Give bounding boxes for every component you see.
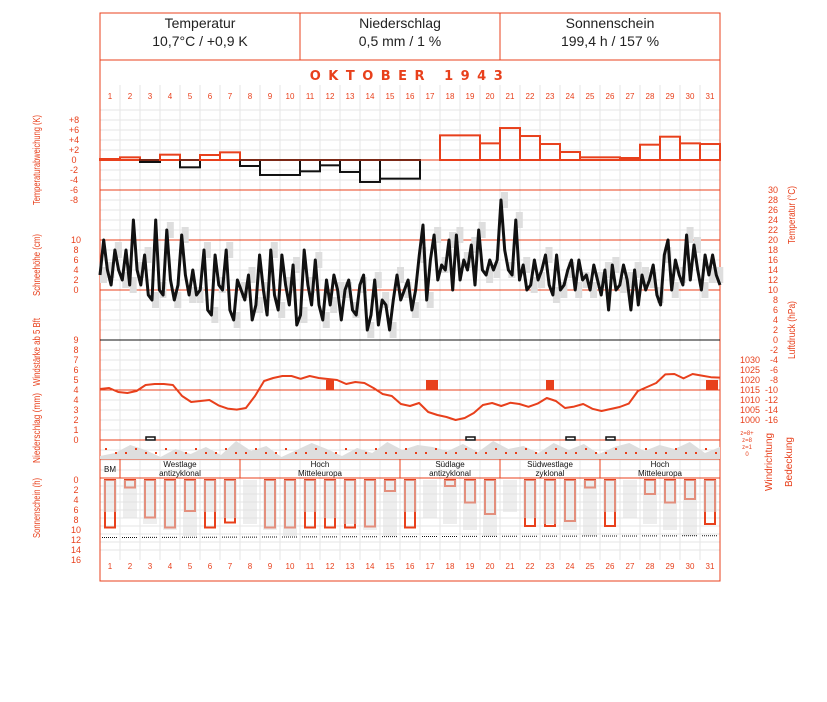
tick-temperature: 24 [767, 215, 778, 225]
tick-sunshine: 14 [70, 545, 82, 555]
tick-wind: 4 [73, 385, 79, 395]
wind-mark [706, 380, 718, 390]
sunshine-max-shade [123, 480, 137, 518]
temp-anomaly-step [480, 143, 500, 160]
tick-wind: 8 [73, 345, 79, 355]
day-label-top: 9 [267, 92, 273, 101]
tick-snow: 2 [73, 275, 79, 285]
day-label-top: 25 [585, 92, 595, 101]
header-precipitation-title: Niederschlag [359, 15, 441, 31]
day-label-bottom: 29 [665, 562, 675, 571]
sunshine-max-shade [563, 480, 577, 530]
sunshine-max-shade [223, 480, 237, 518]
wind-direction-dot [395, 452, 397, 454]
sunshine-max-shade [363, 480, 377, 530]
sunshine-max-shade [683, 480, 697, 536]
temp-anomaly-step [500, 128, 520, 160]
wind-direction-dot [565, 452, 567, 454]
day-label-bottom: 6 [207, 562, 213, 571]
ylabel-temp-anomaly: Temperaturabweichung (K) [32, 84, 43, 205]
tick-temp-anomaly: +2 [68, 145, 80, 155]
sunshine-max-shade [503, 480, 517, 512]
wind-direction-dot [325, 452, 327, 454]
day-label-bottom: 25 [585, 562, 595, 571]
tick-temperature: 16 [767, 255, 778, 265]
day-label-bottom: 31 [705, 562, 715, 571]
tick-pressure: 1000 [739, 415, 760, 425]
day-label-bottom: 19 [465, 562, 475, 571]
wind-direction-dot [625, 452, 627, 454]
sunshine-max-shade [583, 480, 597, 536]
ylabel-precip: Niederschlag (mm) [32, 378, 43, 463]
day-label-bottom: 22 [525, 562, 535, 571]
sunshine-max-shade [303, 480, 317, 512]
sunshine-max-shade [263, 480, 277, 530]
day-label-top: 16 [405, 92, 415, 101]
tick-temperature: -12 [764, 395, 778, 405]
tick-temperature: -4 [769, 355, 778, 365]
sunshine-max-shade [543, 480, 557, 524]
day-label-top: 30 [685, 92, 695, 101]
wind-direction-dot [375, 448, 377, 450]
day-label-top: 24 [565, 92, 575, 101]
wind-direction-dot [165, 448, 167, 450]
precip-bar [566, 437, 575, 440]
weather-type-label: Südwestlage [527, 460, 573, 469]
wind-direction-dot [615, 448, 617, 450]
day-label-top: 23 [545, 92, 555, 101]
wind-direction-dot [555, 448, 557, 450]
wind-direction-dot [715, 452, 717, 454]
tick-temperature: 22 [767, 225, 778, 235]
tick-pressure: 1015 [739, 385, 760, 395]
wind-direction-dot [495, 448, 497, 450]
wind-direction-dot [595, 452, 597, 454]
tick-temp-anomaly: -6 [69, 185, 79, 195]
wind-direction-dot [415, 452, 417, 454]
tick-temperature: 18 [767, 245, 778, 255]
temp-anomaly-step [540, 144, 560, 160]
day-label-top: 26 [605, 92, 615, 101]
tick-temperature: 20 [767, 235, 778, 245]
precip-bar [466, 437, 475, 440]
tick-temp-anomaly: +8 [68, 115, 80, 125]
sunshine-max-shade [323, 480, 337, 518]
day-label-bottom: 20 [485, 562, 495, 571]
tick-wind: 9 [73, 335, 79, 345]
wind-direction-dot [525, 448, 527, 450]
ylabel-pressure: Luftdruck (hPa) [787, 290, 798, 359]
day-label-top: 15 [385, 92, 395, 101]
wind-direction-dot [455, 452, 457, 454]
wind-direction-dot [635, 452, 637, 454]
sunshine-max-shade [143, 480, 157, 524]
wind-direction-dot [425, 452, 427, 454]
sunshine-max-shade [343, 480, 357, 524]
wind-mark [426, 380, 438, 390]
wind-direction-dot [405, 448, 407, 450]
chart-title: OKTOBER 1943 [309, 69, 511, 84]
wind-direction-dot [535, 452, 537, 454]
tick-temp-anomaly: -2 [69, 165, 79, 175]
wind-direction-dot [705, 448, 707, 450]
day-label-top: 29 [665, 92, 675, 101]
weather-type-label: Westlage [163, 460, 197, 469]
day-label-bottom: 17 [425, 562, 435, 571]
sunshine-max-shade [443, 480, 457, 524]
tick-sunshine: 6 [73, 505, 79, 515]
wind-direction-dot [235, 452, 237, 454]
tick-temp-anomaly: -8 [69, 195, 79, 205]
day-label-top: 31 [705, 92, 715, 101]
tick-wind: 7 [73, 355, 79, 365]
weather-type-label: antizyklonal [429, 469, 471, 478]
weather-type-label: zyklonal [535, 469, 565, 478]
day-label-top: 1 [107, 92, 113, 101]
header-sunshine-value: 199,4 h / 157 % [560, 33, 660, 49]
day-label-top: 14 [365, 92, 375, 101]
day-label-top: 2 [127, 92, 133, 101]
wind-direction-dot [685, 452, 687, 454]
sunshine-max-shade [243, 480, 257, 524]
tick-pressure: 1020 [739, 375, 760, 385]
sunshine-max-shade [283, 480, 297, 536]
wind-direction-dot [135, 448, 137, 450]
day-label-bottom: 11 [305, 562, 315, 571]
wind-direction-dot [585, 448, 587, 450]
day-label-bottom: 24 [565, 562, 575, 571]
wind-direction-dot [175, 452, 177, 454]
sunshine-max-shade [703, 480, 717, 512]
temp-anomaly-step [220, 152, 240, 160]
precip-bar [606, 437, 615, 440]
day-label-bottom: 12 [325, 562, 335, 571]
tick-wind: 6 [73, 365, 79, 375]
sunshine-max-shade [643, 480, 657, 524]
temp-anomaly-step [240, 160, 260, 166]
tick-precip: 4 [73, 395, 79, 405]
sunshine-max-shade [163, 480, 177, 530]
tick-temperature: 4 [772, 315, 778, 325]
weather-type-label: Mitteleuropa [297, 469, 343, 478]
tick-temperature: -6 [769, 365, 778, 375]
ylabel-cloud-cover: Bedeckung [784, 436, 795, 487]
tick-cover: z=8+ [740, 431, 754, 437]
wind-direction-dot [445, 452, 447, 454]
day-label-top: 19 [465, 92, 475, 101]
tick-pressure: 1030 [739, 355, 760, 365]
sunshine-max-shade [403, 480, 417, 512]
wind-direction-dot [155, 452, 157, 454]
tick-snow: 4 [73, 265, 79, 275]
tick-snow: 10 [70, 235, 82, 245]
wind-direction-dot [575, 452, 577, 454]
tick-temp-anomaly: -4 [69, 175, 79, 185]
wind-direction-dot [475, 452, 477, 454]
wind-direction-dot [665, 452, 667, 454]
day-label-top: 12 [325, 92, 335, 101]
tick-wind: 5 [73, 375, 79, 385]
day-label-bottom: 2 [127, 562, 133, 571]
day-label-bottom: 26 [605, 562, 615, 571]
wind-direction-dot [545, 452, 547, 454]
temp-anomaly-step [320, 160, 340, 165]
tick-cover: 0 [745, 452, 749, 458]
wind-direction-dot [245, 452, 247, 454]
tick-temperature: -2 [769, 345, 778, 355]
header-precipitation-value: 0,5 mm / 1 % [358, 33, 442, 49]
day-label-top: 11 [305, 92, 315, 101]
day-label-bottom: 14 [365, 562, 375, 571]
wind-direction-dot [505, 452, 507, 454]
day-label-top: 20 [485, 92, 495, 101]
wind-direction-dot [645, 448, 647, 450]
tick-temp-anomaly: +4 [68, 135, 80, 145]
ylabel-snow: Schneehöhe (cm) [32, 217, 43, 296]
pressure-line [100, 374, 720, 420]
tick-temperature: 26 [767, 205, 778, 215]
tick-temperature: 12 [767, 275, 778, 285]
day-label-top: 28 [645, 92, 655, 101]
wind-direction-dot [335, 452, 337, 454]
day-label-top: 7 [227, 92, 233, 101]
tick-temperature: 6 [772, 305, 778, 315]
tick-temperature: -14 [764, 405, 778, 415]
day-label-bottom: 3 [147, 562, 153, 571]
day-label-top: 4 [167, 92, 173, 101]
wind-mark [326, 380, 334, 390]
day-label-top: 13 [345, 92, 355, 101]
tick-temperature: -8 [769, 375, 778, 385]
wind-direction-dot [225, 448, 227, 450]
tick-sunshine: 8 [73, 515, 79, 525]
tick-sunshine: 2 [73, 485, 79, 495]
tick-temperature: 14 [767, 265, 778, 275]
day-label-top: 17 [425, 92, 435, 101]
day-label-bottom: 28 [645, 562, 655, 571]
day-label-top: 10 [285, 92, 295, 101]
tick-pressure: 1025 [739, 365, 760, 375]
tick-temperature: -10 [764, 385, 778, 395]
day-label-bottom: 10 [285, 562, 295, 571]
tick-precip: 3 [73, 405, 79, 415]
precip-bar [146, 437, 155, 440]
sunshine-max-shade [423, 480, 437, 518]
wind-direction-dot [295, 452, 297, 454]
wind-direction-dot [465, 448, 467, 450]
wind-direction-dot [195, 448, 197, 450]
weather-type-label: BM [104, 465, 116, 474]
temp-anomaly-step [560, 152, 580, 160]
wind-direction-dot [265, 452, 267, 454]
sunshine-max-shade [483, 480, 497, 536]
day-label-top: 3 [147, 92, 153, 101]
temp-anomaly-step [160, 155, 180, 160]
wind-direction-dot [605, 452, 607, 454]
wind-direction-dot [515, 452, 517, 454]
tick-snow: 8 [73, 245, 79, 255]
tick-temperature: 30 [767, 185, 778, 195]
tick-precip: 2 [73, 415, 79, 425]
tick-sunshine: 4 [73, 495, 79, 505]
wind-direction-dot [315, 448, 317, 450]
ylabel-wind-direction: Windrichtung [764, 432, 775, 491]
temp-anomaly-step [200, 155, 220, 160]
tick-pressure: 1010 [739, 395, 760, 405]
tick-temperature: -16 [764, 415, 778, 425]
wind-direction-dot [115, 452, 117, 454]
header-temperature-title: Temperatur [164, 15, 236, 31]
header-sunshine-title: Sonnenschein [565, 15, 655, 31]
tick-precip: 0 [73, 435, 79, 445]
weather-type-label: antizyklonal [159, 469, 201, 478]
sunshine-max-shade [183, 480, 197, 536]
header-temperature-value: 10,7°C / +0,9 K [152, 33, 248, 49]
ylabel-temperature: Temperatur (°C) [787, 172, 798, 244]
day-label-top: 8 [247, 92, 253, 101]
wind-direction-dot [485, 452, 487, 454]
wind-mark [546, 380, 554, 390]
ylabel-wind: Windstärke ab 5 Bft [32, 298, 43, 386]
day-label-bottom: 16 [405, 562, 415, 571]
day-label-bottom: 27 [625, 562, 635, 571]
wind-direction-dot [275, 452, 277, 454]
wind-direction-dot [695, 452, 697, 454]
day-label-bottom: 23 [545, 562, 555, 571]
day-label-bottom: 13 [345, 562, 355, 571]
tick-cover: z=1 [742, 445, 752, 451]
day-label-top: 18 [445, 92, 455, 101]
wind-direction-dot [385, 452, 387, 454]
wind-direction-dot [285, 448, 287, 450]
tick-cover: z=8 [742, 438, 752, 444]
day-label-bottom: 4 [167, 562, 173, 571]
tick-pressure: 1005 [739, 405, 760, 415]
wind-direction-dot [145, 452, 147, 454]
tick-sunshine: 0 [73, 475, 79, 485]
day-label-top: 21 [505, 92, 515, 101]
day-label-top: 6 [207, 92, 213, 101]
temp-anomaly-step [640, 145, 660, 160]
tick-snow: 0 [73, 285, 79, 295]
tick-precip: 1 [73, 425, 79, 435]
tick-temperature: 0 [772, 335, 778, 345]
weather-type-label: Südlage [435, 460, 465, 469]
day-label-bottom: 30 [685, 562, 695, 571]
sunshine-max-shade [463, 480, 477, 530]
tick-temperature: 28 [767, 195, 778, 205]
day-label-top: 22 [525, 92, 535, 101]
day-label-bottom: 1 [107, 562, 113, 571]
tick-sunshine: 10 [70, 525, 82, 535]
day-label-bottom: 15 [385, 562, 395, 571]
wind-direction-dot [355, 452, 357, 454]
wind-direction-dot [255, 448, 257, 450]
temp-anomaly-step [700, 144, 720, 160]
tick-snow: 6 [73, 255, 79, 265]
wind-direction-dot [435, 448, 437, 450]
weather-type-label: Hoch [650, 460, 670, 469]
wind-direction-dot [675, 448, 677, 450]
wind-direction-dot [185, 452, 187, 454]
sunshine-max-shade [603, 480, 617, 512]
day-label-bottom: 5 [187, 562, 193, 571]
sunshine-max-shade [103, 480, 117, 512]
temp-anomaly-step [360, 160, 380, 182]
day-label-bottom: 7 [227, 562, 233, 571]
tick-temperature: 8 [772, 295, 778, 305]
wind-direction-dot [655, 452, 657, 454]
day-label-bottom: 21 [505, 562, 515, 571]
day-label-top: 5 [187, 92, 193, 101]
sunshine-max-shade [383, 480, 397, 536]
wind-direction-dot [305, 452, 307, 454]
sunshine-max-shade [663, 480, 677, 530]
temp-anomaly-step [680, 143, 700, 160]
ylabel-sunshine: Sonnenschein (h) [32, 459, 43, 538]
wind-direction-dot [125, 452, 127, 454]
wind-direction-dot [205, 452, 207, 454]
tick-sunshine: 12 [70, 535, 82, 545]
wind-direction-dot [345, 448, 347, 450]
sunshine-max-shade [523, 480, 537, 518]
tick-sunshine: 16 [70, 555, 82, 565]
sunshine-max-shade [203, 480, 217, 512]
day-label-top: 27 [625, 92, 635, 101]
weather-type-label: Hoch [310, 460, 330, 469]
day-label-bottom: 18 [445, 562, 455, 571]
temp-anomaly-step [180, 160, 200, 167]
wind-direction-dot [215, 452, 217, 454]
weather-type-label: Mitteleuropa [637, 469, 683, 478]
day-label-bottom: 9 [267, 562, 273, 571]
wind-direction-dot [365, 452, 367, 454]
tick-temp-anomaly: 0 [71, 155, 77, 165]
day-label-bottom: 8 [247, 562, 253, 571]
tick-temperature: 2 [772, 325, 778, 335]
tick-temperature: 10 [767, 285, 778, 295]
sunshine-max-shade [623, 480, 637, 518]
tick-temp-anomaly: +6 [68, 125, 80, 135]
wind-direction-dot [105, 448, 107, 450]
